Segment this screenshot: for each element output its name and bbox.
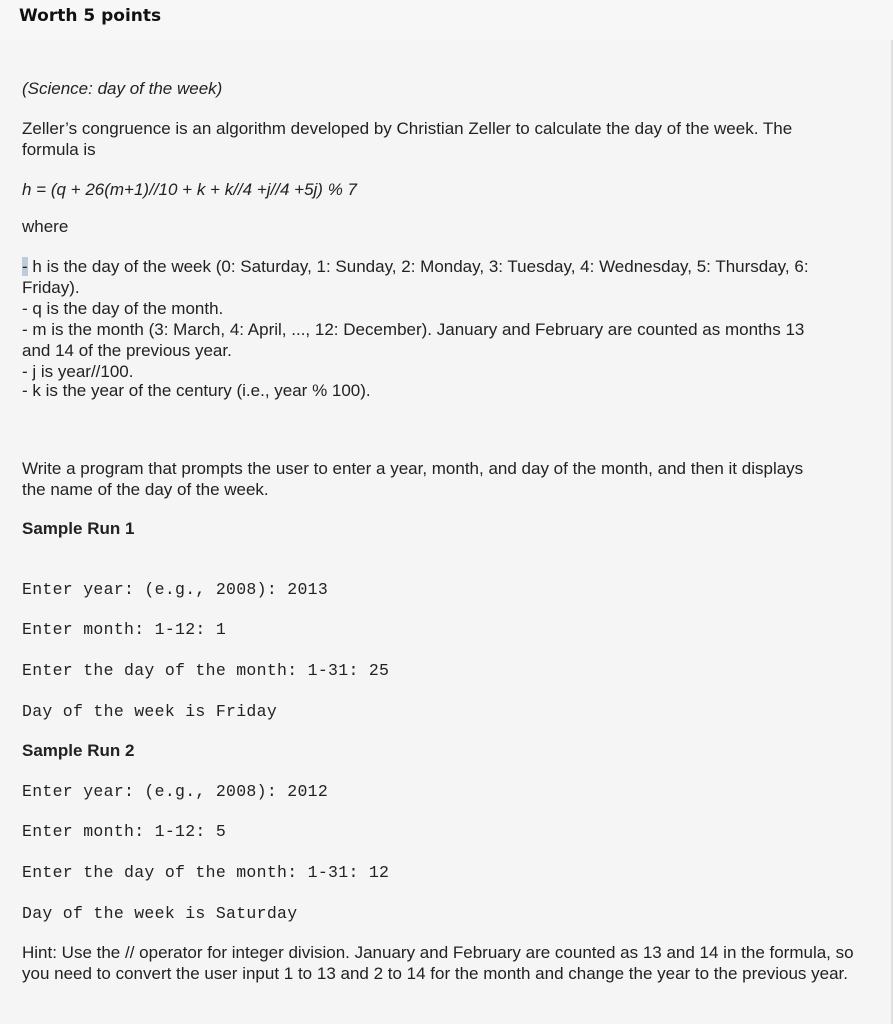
definition-m-line-2: and 14 of the previous year. [22, 341, 232, 360]
sample-run-2-line: Enter year: (e.g., 2008): 2012 [22, 782, 329, 801]
definition-h-line-2: Friday). [22, 278, 80, 297]
hint-text: Hint: Use the // operator for integer division. January and February are counted as 13 and 14 in the formula, so you need to convert the user input 1 to 13 and 2 to 14 for the month and change the year to the previous year. [22, 943, 854, 983]
definition-h-text: h is the day of the week (0: Saturday, 1: Sunday, 2: Monday, 3: Tuesday, 4: Wednesday, 5: Thursday, 6: [27, 257, 809, 276]
sample-run-1-heading: Sample Run 1 [22, 519, 135, 538]
sample-run-2-heading: Sample Run 2 [22, 741, 135, 760]
task-line-2: the name of the day of the week. [22, 480, 269, 499]
sample-run-2-line: Enter the day of the month: 1-31: 12 [22, 863, 390, 882]
definition-h-line-1 [22, 256, 872, 277]
sample-run-1-line: Day of the week is Friday [22, 702, 278, 721]
definition-j: - j is year//100. [22, 362, 134, 381]
question-header [0, 0, 893, 41]
zeller-formula: h = (q + 26(m+1)//10 + k + k//4 +j//4 +5j) % 7 [22, 180, 357, 199]
definition-q: - q is the day of the month. [22, 299, 224, 318]
intro-line-1: Zeller’s congruence is an algorithm developed by Christian Zeller to calculate the day of the week. The [22, 119, 793, 138]
question-subtitle: (Science: day of the week) [22, 79, 223, 98]
selection-highlight: - [22, 257, 28, 276]
points-label: Worth 5 points [19, 6, 162, 26]
sample-run-1-line: Enter year: (e.g., 2008): 2013 [22, 580, 329, 599]
sample-run-2-line: Enter month: 1-12: 5 [22, 822, 227, 841]
sample-run-2-line: Day of the week is Saturday [22, 904, 298, 923]
definition-k: - k is the year of the century (i.e., year % 100). [22, 381, 371, 400]
sample-run-1-line: Enter month: 1-12: 1 [22, 620, 227, 639]
where-label: where [22, 217, 69, 236]
sample-run-1-line: Enter the day of the month: 1-31: 25 [22, 661, 390, 680]
definition-m-line-1: - m is the month (3: March, 4: April, ..., 12: December). January and February are counted as months 13 [22, 320, 805, 339]
intro-line-2: formula is [22, 140, 96, 159]
task-line-1: Write a program that prompts the user to enter a year, month, and day of the month, and then it displays [22, 459, 804, 478]
